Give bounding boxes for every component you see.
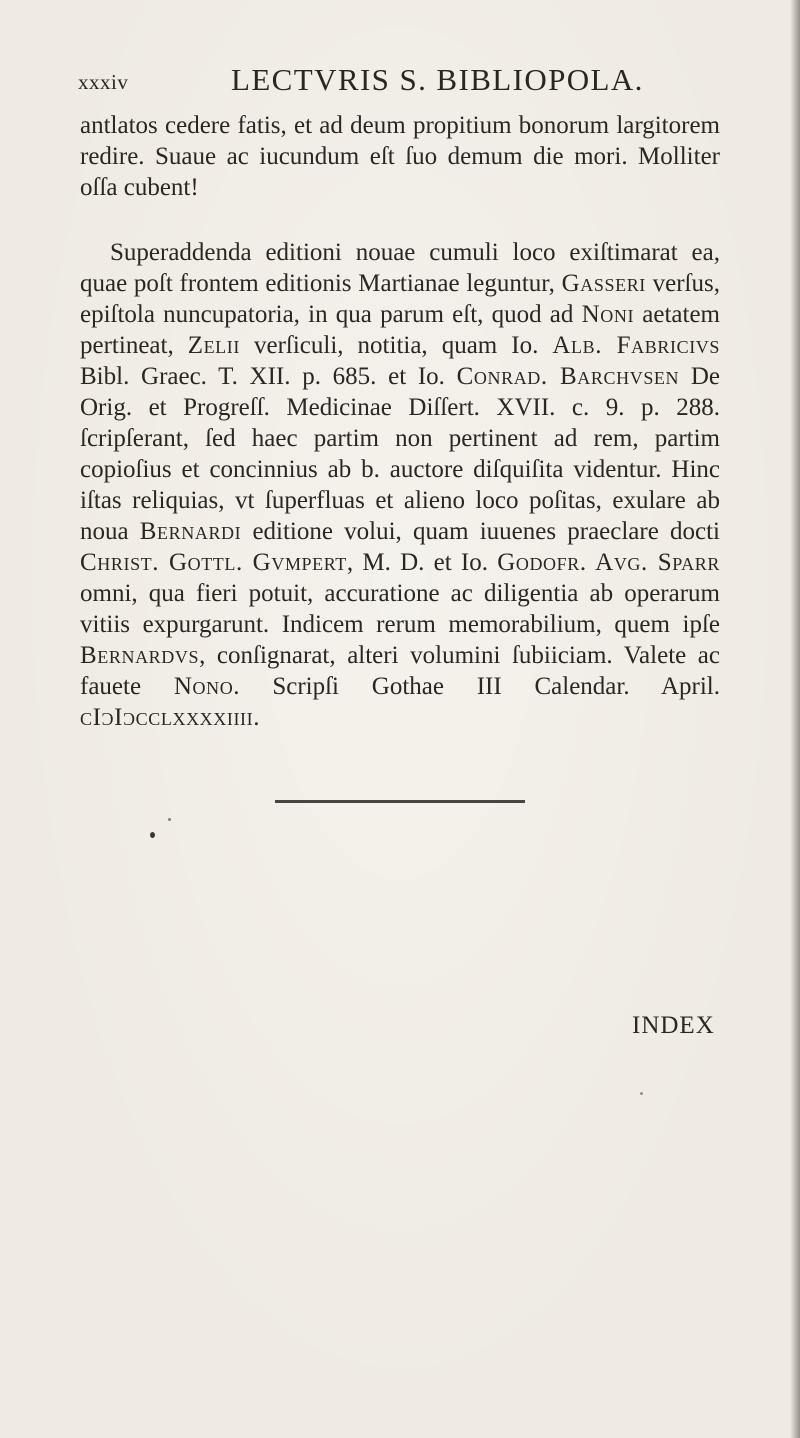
catchword: INDEX: [632, 1012, 715, 1039]
text-segment: Bibl. Graec. T. XII. p. 685. et Io.: [80, 363, 457, 390]
name-gumpert: Christ. Gottl. Gvmpert: [80, 549, 347, 576]
paragraph-editorial-note: [80, 237, 720, 733]
section-rule: [275, 800, 525, 803]
name-fabricius: Alb. Fabricivs: [552, 332, 720, 359]
text-segment: omni, qua fieri potuit, accuratione ac diligentia ab operarum vitiis expurgarunt. Indicem rerum memorabilium, quem ipſe: [80, 580, 720, 638]
text-segment: Superaddenda editioni nouae cumuli loco exiſtimarat ea, quae poſt frontem editionis Martianae leguntur,: [80, 239, 720, 297]
name-nono: Nono: [173, 673, 234, 700]
page-number: xxxiv: [78, 70, 129, 94]
text-segment: editione volui, quam iuuenes praeclare docti: [241, 518, 720, 545]
name-bernardi: Bernardi: [139, 518, 242, 545]
roman-date: cIɔIɔcclxxxxiiii.: [80, 704, 261, 731]
ink-speck: [640, 1092, 643, 1095]
running-head: LECTVRIS S. BIBLIOPOLA.: [231, 62, 644, 97]
page-edge-shadow: [790, 0, 800, 1438]
paragraph-gap: [80, 203, 720, 237]
text-segment: verſiculi, notitia, quam Io.: [239, 332, 553, 359]
page-header: [78, 62, 718, 102]
text-segment: , conſignarat, alteri volumini ſubiiciam. Valete ac fauete: [80, 642, 720, 700]
main-text: [80, 110, 720, 733]
ink-speck: [150, 832, 155, 838]
name-sparr: Godofr. Avg. Sparr: [497, 549, 720, 576]
name-bernardus: Bernardvs: [80, 642, 200, 669]
text-segment: De Orig. et Progreſſ. Medicinae Diſſert. XVII. c. 9. p. 288. ſcripſerant, ſed haec partim non pertinent ad rem, partim copioſius et concinnius ab b. auctore diſquiſita videntur. Hinc iſtas reliquias, vt ſuperfluas et alieno loco poſitas, exulare ab noua: [80, 363, 720, 545]
name-noni: Noni: [581, 301, 635, 328]
text-segment: verſus, epiſtola nuncupatoria, in qua parum eſt, quod ad: [80, 270, 720, 328]
text-segment: . Scripſi Gothae III Calendar. April.: [233, 673, 721, 700]
text-segment: , M. D. et Io.: [346, 549, 498, 576]
paragraph-closing-epitaph: antlatos cedere fatis, et ad deum propitium bonorum largitorem redire. Suaue ac iucundum eſt ſuo demum die mori. Molliter oſſa cubent!: [80, 112, 720, 201]
name-barchusen: Conrad. Barchvsen: [456, 363, 680, 390]
name-zelii: Zelii: [187, 332, 240, 359]
text-segment: aetatem pertineat,: [80, 301, 720, 359]
ink-speck: [168, 818, 171, 821]
name-gasseri: Gasseri: [561, 270, 646, 297]
